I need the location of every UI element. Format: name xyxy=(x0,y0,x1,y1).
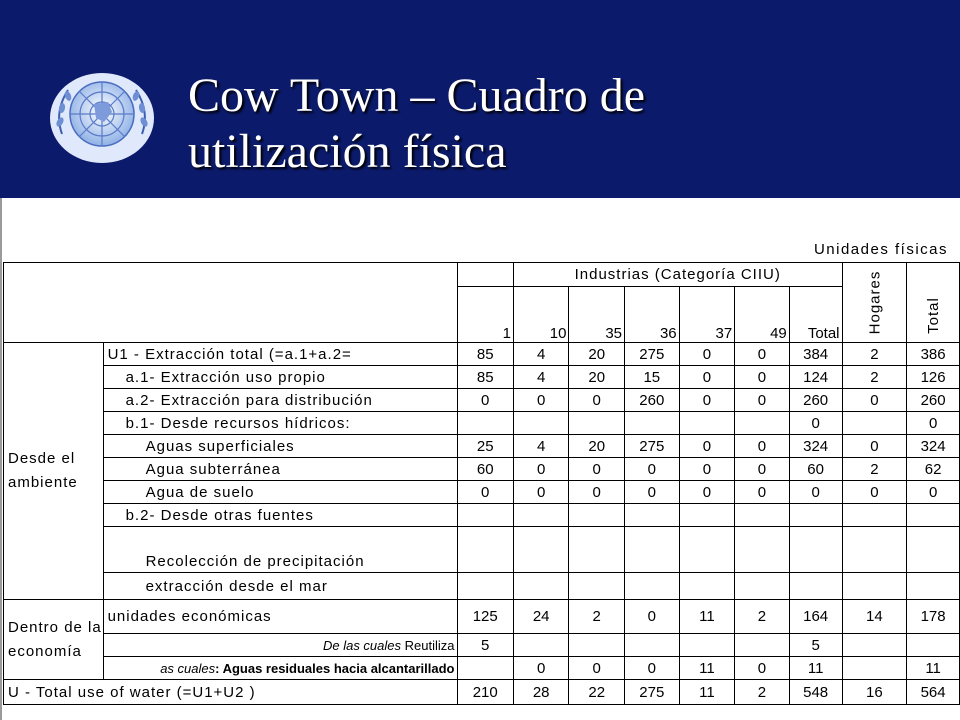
col-header: 1 xyxy=(457,287,513,343)
cell: 2 xyxy=(842,366,907,389)
cell: 0 xyxy=(513,458,569,481)
cell: 0 xyxy=(457,481,513,504)
cell: 0 xyxy=(513,389,569,412)
cell: 260 xyxy=(907,389,960,412)
cell xyxy=(735,634,790,657)
cell xyxy=(625,527,680,573)
page-title xyxy=(188,68,645,180)
cell: 384 xyxy=(789,343,842,366)
cell: 11 xyxy=(679,657,735,680)
cell: 85 xyxy=(457,343,513,366)
row-label: as cuales: Aguas residuales hacia alcantarillado xyxy=(103,657,457,680)
units-label: Unidades físicas xyxy=(813,241,948,258)
cell: 60 xyxy=(789,458,842,481)
row-label: b.1- Desde recursos hídricos: xyxy=(103,412,457,435)
cell: 0 xyxy=(679,458,735,481)
cell: 0 xyxy=(735,389,790,412)
cell xyxy=(679,634,735,657)
table-row xyxy=(4,657,960,680)
cell: 20 xyxy=(569,366,625,389)
cell: 0 xyxy=(735,458,790,481)
header-blank xyxy=(457,263,513,287)
cell: 164 xyxy=(789,600,842,634)
cell xyxy=(679,412,735,435)
cell xyxy=(569,573,625,600)
row-label: a.2- Extracción para distribución xyxy=(103,389,457,412)
cell: 0 xyxy=(679,389,735,412)
cell: 0 xyxy=(625,657,680,680)
cell: 24 xyxy=(513,600,569,634)
cell xyxy=(513,634,569,657)
industries-header: Industrias (Categoría CIIU) xyxy=(513,263,842,287)
col-header: 49 xyxy=(735,287,790,343)
cell: 210 xyxy=(457,680,513,705)
table-row xyxy=(4,435,960,458)
cell xyxy=(457,573,513,600)
cell: 0 xyxy=(735,343,790,366)
cell: 5 xyxy=(789,634,842,657)
cell xyxy=(842,412,907,435)
row-label: extracción desde el mar xyxy=(103,573,457,600)
cell: 62 xyxy=(907,458,960,481)
cell xyxy=(625,504,680,527)
cell xyxy=(842,504,907,527)
cell xyxy=(679,527,735,573)
cell xyxy=(513,504,569,527)
cell: 0 xyxy=(569,481,625,504)
group-economy: Dentro de la economía xyxy=(4,600,104,680)
cell: 275 xyxy=(625,435,680,458)
cell: 0 xyxy=(842,481,907,504)
cell: 11 xyxy=(679,680,735,705)
cell: 0 xyxy=(735,435,790,458)
table-row xyxy=(4,504,960,527)
cell: 0 xyxy=(679,366,735,389)
table-row xyxy=(4,366,960,389)
cell xyxy=(513,573,569,600)
col-header: 35 xyxy=(569,287,625,343)
cell: 4 xyxy=(513,435,569,458)
row-label: b.2- Desde otras fuentes xyxy=(103,504,457,527)
cell: 0 xyxy=(789,481,842,504)
cell xyxy=(457,527,513,573)
row-label: unidades económicas xyxy=(103,600,457,634)
cell xyxy=(513,527,569,573)
cell: 0 xyxy=(842,389,907,412)
table-row xyxy=(4,481,960,504)
col-header: 10 xyxy=(513,287,569,343)
cell xyxy=(907,634,960,657)
table-row xyxy=(4,527,960,573)
cell xyxy=(457,504,513,527)
cell: 0 xyxy=(679,481,735,504)
cell: 0 xyxy=(457,389,513,412)
cell xyxy=(679,573,735,600)
table-row xyxy=(4,600,960,634)
cell: 11 xyxy=(789,657,842,680)
row-label: U1 - Extracción total (=a.1+a.2= xyxy=(103,343,457,366)
cell xyxy=(907,527,960,573)
cell xyxy=(513,412,569,435)
cell: 0 xyxy=(569,657,625,680)
cell xyxy=(842,573,907,600)
cell: 324 xyxy=(789,435,842,458)
cell xyxy=(569,504,625,527)
households-header: Hogares xyxy=(842,263,907,343)
cell xyxy=(679,504,735,527)
cell xyxy=(457,657,513,680)
title-line-1: Cow Town – Cuadro de xyxy=(188,69,646,122)
cell: 60 xyxy=(457,458,513,481)
cell: 0 xyxy=(735,481,790,504)
col-header: 36 xyxy=(625,287,680,343)
cell: 0 xyxy=(789,412,842,435)
cell xyxy=(625,412,680,435)
cell: 2 xyxy=(842,343,907,366)
cell xyxy=(569,634,625,657)
table-row xyxy=(4,458,960,481)
cell: 0 xyxy=(625,458,680,481)
cell: 16 xyxy=(842,680,907,705)
cell: 0 xyxy=(907,481,960,504)
cell: 0 xyxy=(513,481,569,504)
cell: 4 xyxy=(513,366,569,389)
cell: 275 xyxy=(625,343,680,366)
cell xyxy=(842,657,907,680)
cell xyxy=(907,573,960,600)
cell xyxy=(842,527,907,573)
cell: 0 xyxy=(625,481,680,504)
row-label: Agua de suelo xyxy=(103,481,457,504)
cell xyxy=(789,527,842,573)
cell xyxy=(842,634,907,657)
cell: 564 xyxy=(907,680,960,705)
cell: 275 xyxy=(625,680,680,705)
cell: 11 xyxy=(907,657,960,680)
row-label: Recolección de precipitación xyxy=(103,527,457,573)
cell xyxy=(735,573,790,600)
cell: 0 xyxy=(569,458,625,481)
group-environment: Desde el ambiente xyxy=(4,343,104,600)
row-label: De las cuales Reutiliza xyxy=(103,634,457,657)
cell: 260 xyxy=(625,389,680,412)
cell: 2 xyxy=(735,680,790,705)
table-row-total xyxy=(4,680,960,705)
cell: 386 xyxy=(907,343,960,366)
cell: 5 xyxy=(457,634,513,657)
row-label: U - Total use of water (=U1+U2 ) xyxy=(4,680,458,705)
cell xyxy=(569,527,625,573)
cell: 15 xyxy=(625,366,680,389)
cell: 0 xyxy=(679,435,735,458)
cell: 2 xyxy=(735,600,790,634)
cell: 2 xyxy=(569,600,625,634)
cell: 0 xyxy=(679,343,735,366)
cell xyxy=(735,412,790,435)
cell xyxy=(789,504,842,527)
table-row xyxy=(4,634,960,657)
cell xyxy=(457,412,513,435)
table-row xyxy=(4,573,960,600)
cell xyxy=(735,527,790,573)
cell xyxy=(625,573,680,600)
row-label: Agua subterránea xyxy=(103,458,457,481)
cell: 25 xyxy=(457,435,513,458)
cell: 126 xyxy=(907,366,960,389)
table-row xyxy=(4,412,960,435)
cell xyxy=(569,412,625,435)
cell: 324 xyxy=(907,435,960,458)
cell: 14 xyxy=(842,600,907,634)
cell xyxy=(907,504,960,527)
col-header: 37 xyxy=(679,287,735,343)
cell: 0 xyxy=(569,389,625,412)
cell: 20 xyxy=(569,343,625,366)
cell: 0 xyxy=(735,366,790,389)
cell: 0 xyxy=(513,657,569,680)
table-row xyxy=(4,343,960,366)
total-header: Total xyxy=(907,263,960,343)
cell: 0 xyxy=(842,435,907,458)
col-header: Total xyxy=(789,287,842,343)
cell xyxy=(789,573,842,600)
cell: 0 xyxy=(625,600,680,634)
cell: 124 xyxy=(789,366,842,389)
header-corner xyxy=(4,263,458,343)
cell: 20 xyxy=(569,435,625,458)
table-row xyxy=(4,389,960,412)
row-label: Aguas superficiales xyxy=(103,435,457,458)
cell: 0 xyxy=(735,657,790,680)
cell: 2 xyxy=(842,458,907,481)
cell: 260 xyxy=(789,389,842,412)
un-emblem-icon xyxy=(48,72,156,164)
row-label: a.1- Extracción uso propio xyxy=(103,366,457,389)
cell xyxy=(625,634,680,657)
cell: 28 xyxy=(513,680,569,705)
cell: 125 xyxy=(457,600,513,634)
cell: 4 xyxy=(513,343,569,366)
cell: 0 xyxy=(907,412,960,435)
cell: 11 xyxy=(679,600,735,634)
title-line-2: utilización física xyxy=(188,125,507,178)
cell: 85 xyxy=(457,366,513,389)
physical-use-table xyxy=(3,262,960,705)
cell: 22 xyxy=(569,680,625,705)
cell: 548 xyxy=(789,680,842,705)
title-banner xyxy=(0,0,960,198)
cell: 178 xyxy=(907,600,960,634)
cell xyxy=(735,504,790,527)
